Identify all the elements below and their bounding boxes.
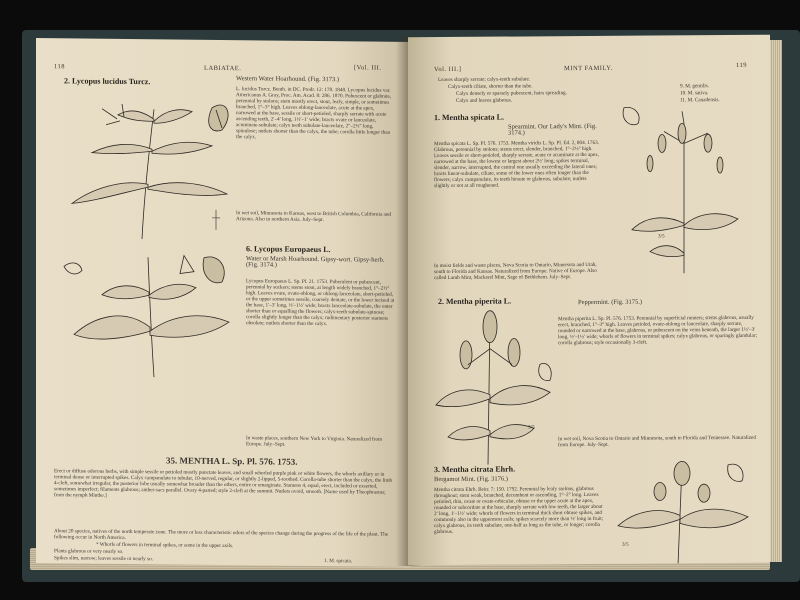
species-lycopus-lucidus-desc: L. lucidus Turcz. Benth. in DC. Prodr. 12: 178. 1848. Lycopus lucidus var. Americanus A. Gray, Proc. Am. Acad. 8: 286. 1870. Pubescent or glabrate, perennial by stolons; stem mostly erect, stout, leafy, simple, or sometimes branched, 1°–3° high. Leaves oblong-lanceolate, acute at the apex, narrowed at the base, sessile or short-petioled, sharply serrate with acute ascending teeth, 2′–4′ long, 1½′–1′ wide; bracts ovate or lanceolate, acuminate-subulate; calyx teeth subulate-lanceolate, 2″–2½″ long, spinulose; nutlets shorter than the calyx, the tube; corolla little longer than the calyx. [236,86,392,141]
figure-lycopus-europaeus [54,246,244,378]
species-lycopus-europaeus-common: Water or Marsh Hoarhound. Gipsy-wort. Gipsy-herb. (Fig. 3174.) [246,255,385,269]
key-row-text: Spikes slim, narrow; leaves sessile or nearly so. [54,555,153,563]
species-mentha-spicata-desc: Mentha spicata L. Sp. Pl. 576. 1753. Mentha viridis L. Sp. Pl. Ed. 2, 804. 1763. Glabrous, perennial by stolons; stems erect, slender, branched, 1°–2½° high. Leaves sessile or short-petioled, sharply serrate, acute or acuminate at the apex, narrowed at the base, the lowest or largest about 2½′ long; spikes terminal, slender, narrow, interrupted, the central one usually exceeding the lateral ones; bracts linear-subulate, ciliate, some of the lower ones often longer than the flowers; calyx campanulate, its teeth hirsute or glabrous, subulate; nutlets slightly or not at all roughened. [434,139,600,190]
fig-scale-piperita: 3/5 [528,424,535,431]
species-mentha-citrata: 3. Mentha citrata Ehrh. [434,464,516,475]
genus-mentha-desc: Erect or diffuse odorous herbs, with simple sessile or petioled mostly punctate leaves, and small whorled purple pink or white flowers, the whorls axillary or in terminal dense or interrupted spikes. Calyx campanulate to tubular, 10-nerved, regular, or slightly 2-lipped, 5-toothed. Corolla-tube shorter than the calyx, the limb 4-cleft, somewhat irregular, the posterior lobe usually somewhat broader than the others, entire or emarginate. Stamens 4, equal, erect, included or exserted, sometimes imperfect; filaments glabrous; anther-sacs parallel. Ovary 4-parted; style 2-cleft at the summit. Nutlets ovoid, smooth. [Name used by Theophrastus; from the nymph Minthe.] [54,468,393,499]
species-lycopus-europaeus-desc: Lycopus Europaeus L. Sp. Pl. 21. 1753. Puberulent or pubescent, perennial by suckers; stems stout, at length widely branched, 1°–2½° high. Leaves ovate, ovate-oblong, or oblong-lanceolate, short-petioled, or the upper sometimes sessile, coarsely dentate, or the lower incised at the base, 1′–3′ long, ½′–1½′ wide; bracts lanceolate-subulate, the outer shorter than or equalling the flowers; calyx-teeth subulate-spinose; corolla slightly longer than the calyx; rudimentary posterior stamens obsolete; nutlets shorter than the calyx. [246,278,395,328]
species-lycopus-lucidus-common: Western Water Hoarhound. (Fig. 3173.) [236,75,339,84]
fig-scale-citrata: 3/5 [622,541,629,548]
key-row-text: Plants glabrous or very nearly so. [54,548,124,555]
top-key-line-1: Leaves sharply serrate; calyx-teeth subulate. [438,76,531,84]
genus-mentha-title: 35. MENTHA L. Sp. Pl. 576. 1753. [166,455,298,467]
fig-scale-spicata: 3/5 [658,233,665,240]
species-lycopus-europaeus-range: In waste places, southern New York to Virginia. Naturalized from Europe. July–Sept. [246,435,383,448]
right-page-number: 119 [736,61,748,69]
species-mentha-piperita: 2. Mentha piperita L. [438,296,512,307]
species-lycopus-lucidus-range: In wet soil, Minnesota to Kansas, west to British Columbia, California and Arizona. Also in northern Asia. July–Sept. [236,210,392,224]
top-ref-1: 9. M. gentilis. [680,83,709,90]
top-ref-3: 11. M. Canadensis. [680,97,720,104]
top-key-line-3: Calyx densely or sparsely pubescent, hairs spreading. [456,90,567,97]
left-running-head: LABIATAE. [204,64,242,73]
species-lycopus-europaeus: 6. Lycopus Europaeus L. [246,244,331,255]
species-mentha-piperita-desc: Mentha piperita L. Sp. Pl. 576. 1753. Perennial by superficial runners; stems glabrous, usually erect, branched, 1°–3° high. Leaves petioled, ovate-oblong or lanceolate, sharply serrate, rounded or narrowed at the base, glabrous, or pubescent on the veins beneath, the larger 1½′–3′ long, ½′–1½′ wide; whorls of flowers in terminal spikes; calyx glabrous, or sparingly glandular; corolla glabrous; style occasionally 3-cleft. [558,314,757,347]
top-key-line-2: Calyx-teeth ciliate, shorter than the tube. [448,83,533,90]
right-running-head: MINT FAMILY. [564,64,613,73]
top-ref-2: 10. M. sativa. [680,90,709,97]
right-page [408,35,770,566]
left-page [36,38,411,567]
top-key-line-4: Calyx and leaves glabrous. [456,97,512,104]
figure-lycopus-lucidus [62,88,232,240]
species-mentha-citrata-desc: Mentha citrata Ehrh. Beitr. 7: 150. 1792. Perennial by leafy stolons, glabrous throughout; stem weak, branched, decumbent or ascending, 1°–2° long. Leaves petioled, thin, ovate or ovate-orbicular, obtuse or the upper acute at the apex, rounded or subcordate at the base, sharply serrate with low teeth, the larger about 2′ long, 1′–1½′ wide; whorls of flowers in terminal thick short obtuse spikes, and commonly also in the uppermost axils; spikes scarcely more than ½′ long in fruit; calyx glabrous, its teeth subulate, one-half as long as the tube, or longer; corolla glabrous. [434,485,604,536]
species-mentha-spicata: 1. Mentha spicata L. [434,112,504,123]
species-mentha-piperita-range: In wet soil, Nova Scotia to Ontario and Minnesota, south to Florida and Tennessee. Naturalized from Europe. July–Sept. [558,434,756,449]
left-volume: [Vol. III. [354,64,382,72]
species-lycopus-lucidus: 2. Lycopus lucidus Turcz. [64,76,151,87]
species-mentha-citrata-common: Bergamot Mint. (Fig. 3176.) [434,475,508,484]
figure-mentha-piperita [428,304,558,465]
left-page-number: 118 [54,63,66,71]
right-volume: Vol. III.] [434,65,462,74]
figure-mentha-citrata [608,455,758,565]
genus-mentha-notes: About 20 species, natives of the north temperate zone. The more or less characteristic odors of the species change during the progress of the life of the plant. The following occur in North America. [54,528,389,541]
key-heading: * Whorls of flowers in terminal spikes, or some in the upper axils. [96,541,234,550]
figure-mentha-spicata [604,103,764,274]
page-edges-right [768,40,782,562]
species-mentha-spicata-range: In moist fields and waste places, Nova Scotia to Ontario, Minnesota and Utah, south to Florida and Kansas. Naturalized from Europe. Native of Europe. Also called Lamb Mint, Mackerel Mint, Sage of Bethlehem. July–Sept. [434,261,597,282]
key-row-ref: 1. M. spicata. [324,558,353,565]
species-mentha-piperita-common: Peppermint. (Fig. 3175.) [578,298,643,307]
species-mentha-spicata-common: Spearmint. Our Lady's Mint. (Fig. 3174.) [508,122,597,137]
